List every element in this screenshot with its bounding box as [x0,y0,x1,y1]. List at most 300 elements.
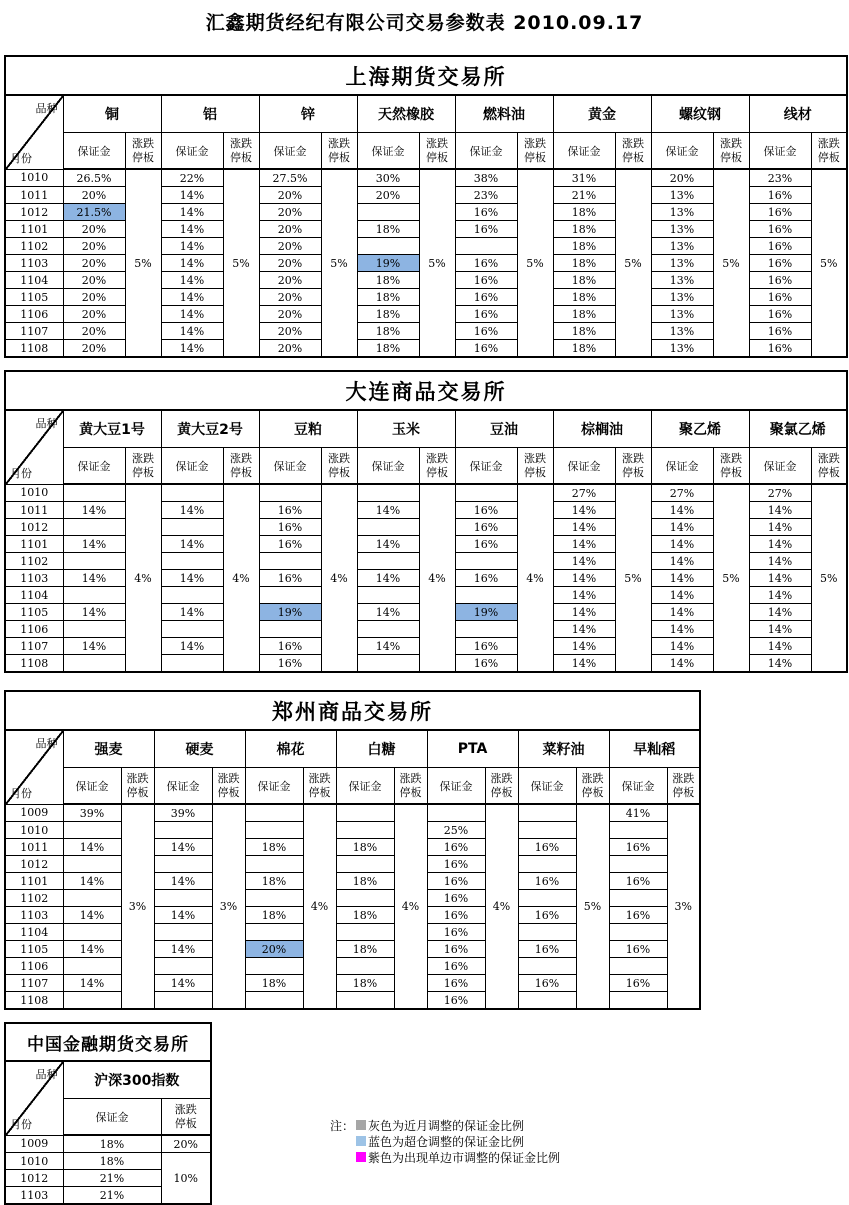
margin-cell [455,587,517,604]
margin-cell: 14% [749,604,811,621]
commodity-header: 铜 [63,95,161,133]
margin-cell [245,804,303,822]
limit-cell: 4% [125,484,161,672]
margin-cell: 16% [455,536,517,553]
margin-cell: 16% [609,941,667,958]
margin-cell [63,587,125,604]
margin-cell [245,924,303,941]
margin-cell [518,890,576,907]
margin-cell: 18% [553,238,615,255]
margin-header: 保证金 [161,133,223,170]
margin-cell: 14% [651,604,713,621]
margin-cell: 14% [154,839,212,856]
limit-header-text: 涨跌停板 [399,771,422,799]
margin-cell [455,621,517,638]
margin-cell: 18% [553,221,615,238]
month-cell: 1106 [5,306,63,323]
margin-cell: 20% [259,306,321,323]
month-cell: 1011 [5,502,63,519]
margin-cell: 14% [63,638,125,655]
margin-cell [63,621,125,638]
margin-cell: 41% [609,804,667,822]
margin-cell: 30% [357,169,419,187]
commodity-header: 黄大豆1号 [63,410,161,448]
margin-cell: 16% [427,941,485,958]
margin-cell: 14% [161,272,223,289]
margin-cell [245,992,303,1010]
limit-header [161,1099,211,1136]
margin-cell [63,856,121,873]
month-cell: 1103 [5,255,63,272]
margin-cell: 16% [749,204,811,221]
margin-cell: 13% [651,323,713,340]
limit-header-text: 涨跌停板 [621,451,644,479]
margin-cell: 18% [553,306,615,323]
margin-cell: 20% [259,255,321,272]
margin-cell: 18% [336,975,394,992]
margin-cell: 16% [455,502,517,519]
margin-cell [336,822,394,839]
margin-cell [161,484,223,502]
margin-cell: 16% [259,638,321,655]
legend-color-swatch [356,1120,366,1130]
corner-cell [5,95,63,169]
margin-cell [63,992,121,1010]
margin-cell: 16% [518,873,576,890]
margin-cell: 20% [259,238,321,255]
limit-header-text: 涨跌停板 [719,136,742,164]
corner-label-month: 月份 [10,151,32,165]
margin-cell [259,587,321,604]
limit-header-text: 涨跌停板 [490,771,513,799]
limit-header-text: 涨跌停板 [327,451,350,479]
margin-cell: 18% [63,1135,161,1153]
margin-cell: 18% [357,340,419,358]
margin-cell: 16% [749,289,811,306]
margin-cell: 14% [154,873,212,890]
margin-header: 保证金 [63,448,125,485]
margin-cell [336,992,394,1010]
margin-cell: 16% [749,340,811,358]
margin-cell: 18% [357,289,419,306]
limit-header [713,133,749,170]
limit-cell: 3% [121,804,154,1009]
limit-header [223,448,259,485]
commodity-header: 豆油 [455,410,553,448]
margin-cell: 20% [259,221,321,238]
margin-cell: 20% [259,204,321,221]
margin-cell: 16% [609,975,667,992]
margin-cell: 14% [161,238,223,255]
margin-header: 保证金 [651,133,713,170]
margin-cell: 14% [749,621,811,638]
margin-cell: 21% [553,187,615,204]
margin-cell: 21% [63,1187,161,1205]
limit-header [485,768,518,805]
margin-cell [518,992,576,1010]
margin-cell: 20% [63,306,125,323]
margin-cell: 13% [651,289,713,306]
limit-cell: 3% [212,804,245,1009]
margin-cell: 19% [455,604,517,621]
margin-cell: 20% [63,238,125,255]
margin-cell: 14% [154,975,212,992]
margin-cell: 18% [553,255,615,272]
margin-cell: 16% [259,570,321,587]
margin-cell: 14% [161,604,223,621]
margin-cell [63,519,125,536]
margin-cell: 31% [553,169,615,187]
margin-cell: 18% [553,340,615,358]
margin-cell: 18% [245,975,303,992]
margin-cell: 20% [259,289,321,306]
legend-label: 紫色为出现单边市调整的保证金比例 [368,1150,561,1165]
limit-header-text: 涨跌停板 [425,136,448,164]
margin-cell: 20% [63,340,125,358]
limit-header-text: 涨跌停板 [131,451,154,479]
legend-color-swatch [356,1136,366,1146]
month-cell: 1102 [5,890,63,907]
margin-cell: 18% [336,941,394,958]
limit-header-text: 涨跌停板 [308,771,331,799]
margin-cell: 20% [259,340,321,358]
exchange-title: 上海期货交易所 [5,56,847,95]
limit-header-text: 涨跌停板 [719,451,742,479]
month-cell: 1107 [5,638,63,655]
margin-cell: 14% [553,570,615,587]
limit-header [394,768,427,805]
margin-header: 保证金 [357,133,419,170]
margin-cell: 14% [553,655,615,673]
margin-cell [518,958,576,975]
month-cell: 1010 [5,484,63,502]
commodity-header: 棕榈油 [553,410,651,448]
margin-cell: 18% [553,272,615,289]
margin-cell: 14% [161,323,223,340]
margin-header: 保证金 [63,768,121,805]
month-cell: 1010 [5,822,63,839]
limit-header-text: 涨跌停板 [817,451,840,479]
margin-cell [154,856,212,873]
limit-cell: 5% [517,169,553,357]
margin-cell: 14% [63,839,121,856]
margin-cell [154,890,212,907]
limit-cell: 4% [419,484,455,672]
margin-cell [336,890,394,907]
margin-cell: 16% [427,924,485,941]
margin-cell: 14% [63,941,121,958]
commodity-header: 聚氯乙烯 [749,410,847,448]
margin-cell: 16% [609,839,667,856]
margin-cell: 23% [749,169,811,187]
limit-header-text: 涨跌停板 [817,136,840,164]
margin-cell: 14% [63,907,121,924]
margin-cell [357,484,419,502]
limit-header [517,133,553,170]
margin-cell: 27.5% [259,169,321,187]
margin-cell [63,958,121,975]
margin-cell: 14% [161,502,223,519]
limit-header-text: 涨跌停板 [621,136,644,164]
margin-cell: 14% [161,221,223,238]
margin-cell [63,484,125,502]
margin-cell [357,621,419,638]
margin-cell [609,822,667,839]
margin-cell [518,856,576,873]
margin-header: 保证金 [357,448,419,485]
month-cell: 1104 [5,272,63,289]
margin-cell [455,484,517,502]
margin-cell: 16% [518,941,576,958]
margin-cell [63,553,125,570]
margin-cell: 14% [651,638,713,655]
limit-cell: 5% [419,169,455,357]
margin-cell [245,856,303,873]
month-cell: 1106 [5,621,63,638]
margin-cell [455,553,517,570]
margin-cell [63,655,125,673]
margin-cell [161,519,223,536]
margin-cell: 16% [749,323,811,340]
legend-prefix: 注： [330,1118,355,1133]
month-cell: 1107 [5,323,63,340]
limit-header [223,133,259,170]
margin-cell: 23% [455,187,517,204]
margin-cell: 16% [259,502,321,519]
commodity-header: 硬麦 [154,730,245,768]
margin-cell [357,587,419,604]
month-cell: 1012 [5,856,63,873]
margin-cell: 13% [651,238,713,255]
margin-cell: 14% [161,340,223,358]
margin-cell: 13% [651,255,713,272]
limit-cell: 4% [517,484,553,672]
margin-cell [609,958,667,975]
margin-cell [518,822,576,839]
margin-cell: 16% [518,839,576,856]
exchange-table-dce [4,370,848,673]
margin-cell [259,621,321,638]
margin-cell [245,890,303,907]
limit-header-text: 涨跌停板 [229,136,252,164]
margin-header: 保证金 [336,768,394,805]
margin-cell: 18% [336,873,394,890]
margin-cell: 16% [427,890,485,907]
margin-cell: 16% [455,323,517,340]
margin-cell: 16% [455,570,517,587]
month-cell: 1108 [5,992,63,1010]
margin-cell: 20% [357,187,419,204]
limit-header-text: 涨跌停板 [131,136,154,164]
margin-cell: 14% [154,941,212,958]
month-cell: 1012 [5,204,63,221]
legend-item [330,1117,560,1133]
margin-cell: 14% [651,536,713,553]
exchange-table-shfe [4,55,848,358]
corner-label-month: 月份 [10,466,32,480]
margin-cell: 14% [161,306,223,323]
margin-cell [161,553,223,570]
margin-cell [154,822,212,839]
margin-cell: 20% [259,323,321,340]
margin-cell [259,484,321,502]
margin-cell [427,804,485,822]
margin-header: 保证金 [154,768,212,805]
commodity-header: 豆粕 [259,410,357,448]
limit-header [811,448,847,485]
limit-header [713,448,749,485]
exchange-table-cffex [4,1022,212,1205]
margin-cell: 16% [749,238,811,255]
margin-cell: 14% [651,553,713,570]
margin-cell [518,804,576,822]
month-cell: 1012 [5,519,63,536]
margin-cell: 14% [63,570,125,587]
month-cell: 1107 [5,975,63,992]
commodity-header: 沪深300指数 [63,1061,211,1099]
margin-cell [518,924,576,941]
margin-cell: 21% [63,1170,161,1187]
margin-cell: 14% [63,502,125,519]
commodity-header: 白糖 [336,730,427,768]
margin-cell: 14% [161,638,223,655]
margin-cell: 16% [609,907,667,924]
commodity-header: 聚乙烯 [651,410,749,448]
margin-cell: 16% [455,306,517,323]
margin-cell: 14% [154,907,212,924]
margin-cell [357,655,419,673]
margin-cell: 14% [749,655,811,673]
corner-label-variety: 品种 [35,417,58,430]
margin-header: 保证金 [63,1099,161,1136]
margin-cell: 39% [63,804,121,822]
month-cell: 1105 [5,941,63,958]
commodity-header: 线材 [749,95,847,133]
commodity-header: 玉米 [357,410,455,448]
margin-cell: 18% [553,204,615,221]
limit-header-text: 涨跌停板 [581,771,604,799]
margin-cell: 14% [161,289,223,306]
commodity-header: 锌 [259,95,357,133]
margin-cell: 16% [455,204,517,221]
limit-header-text: 涨跌停板 [523,451,546,479]
margin-cell: 39% [154,804,212,822]
limit-header-text: 涨跌停板 [217,771,240,799]
limit-cell: 5% [811,484,847,672]
month-cell: 1104 [5,924,63,941]
margin-cell: 14% [357,638,419,655]
margin-cell: 18% [245,839,303,856]
limit-header [419,448,455,485]
margin-cell: 16% [455,289,517,306]
margin-cell: 18% [357,306,419,323]
margin-cell: 14% [553,519,615,536]
margin-cell: 20% [259,187,321,204]
month-cell: 1009 [5,1135,63,1153]
limit-header-text: 涨跌停板 [523,136,546,164]
limit-cell: 20% [161,1135,211,1153]
margin-cell [63,890,121,907]
margin-cell: 14% [749,519,811,536]
margin-cell: 20% [63,187,125,204]
margin-header: 保证金 [63,133,125,170]
margin-cell: 22% [161,169,223,187]
margin-cell: 13% [651,221,713,238]
margin-cell: 16% [455,221,517,238]
margin-cell: 18% [357,221,419,238]
margin-cell: 14% [357,570,419,587]
margin-cell: 20% [651,169,713,187]
margin-cell: 14% [651,519,713,536]
limit-cell: 5% [615,169,651,357]
margin-cell: 16% [518,907,576,924]
margin-cell: 14% [63,536,125,553]
margin-header: 保证金 [259,133,321,170]
limit-cell: 5% [125,169,161,357]
exchange-table-czce [4,690,701,1010]
margin-cell: 18% [553,323,615,340]
exchange-title: 郑州商品交易所 [5,691,700,730]
commodity-header: 早籼稻 [609,730,700,768]
month-cell: 1105 [5,289,63,306]
margin-cell [336,924,394,941]
margin-cell: 20% [63,323,125,340]
month-cell: 1010 [5,1153,63,1170]
margin-header: 保证金 [553,133,615,170]
margin-cell: 19% [259,604,321,621]
margin-cell: 13% [651,272,713,289]
margin-cell: 13% [651,340,713,358]
limit-header [615,448,651,485]
margin-cell: 20% [63,221,125,238]
margin-header: 保证金 [651,448,713,485]
limit-cell: 4% [223,484,259,672]
limit-header [303,768,336,805]
limit-cell: 3% [667,804,700,1009]
margin-cell: 14% [553,536,615,553]
margin-cell: 14% [651,621,713,638]
month-cell: 1108 [5,655,63,673]
margin-cell [609,856,667,873]
margin-header: 保证金 [749,133,811,170]
margin-header: 保证金 [609,768,667,805]
limit-cell: 4% [321,484,357,672]
margin-cell: 18% [336,839,394,856]
margin-cell [161,621,223,638]
margin-cell: 18% [63,1153,161,1170]
commodity-header: 黄大豆2号 [161,410,259,448]
margin-cell: 16% [749,221,811,238]
limit-header-text: 涨跌停板 [229,451,252,479]
month-cell: 1101 [5,536,63,553]
margin-cell: 13% [651,306,713,323]
margin-header: 保证金 [518,768,576,805]
margin-cell: 14% [161,187,223,204]
margin-cell: 16% [455,655,517,673]
margin-header: 保证金 [749,448,811,485]
margin-cell: 16% [749,306,811,323]
margin-cell [455,238,517,255]
limit-header [576,768,609,805]
margin-cell: 16% [455,255,517,272]
limit-cell: 4% [394,804,427,1009]
margin-header: 保证金 [245,768,303,805]
limit-header [419,133,455,170]
margin-cell: 14% [553,604,615,621]
margin-cell: 14% [749,553,811,570]
margin-cell: 19% [357,255,419,272]
margin-cell: 14% [749,587,811,604]
